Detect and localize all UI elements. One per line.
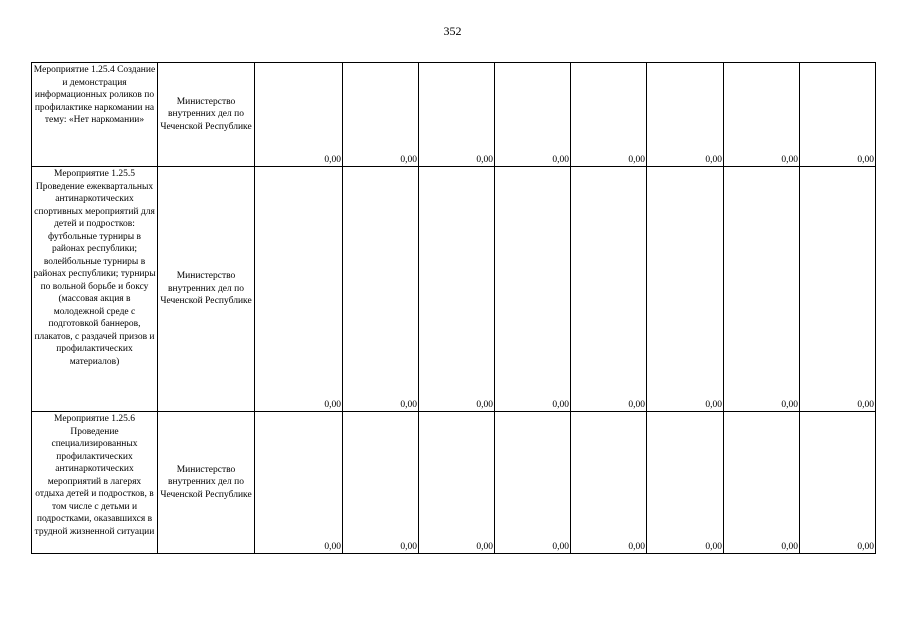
table-row: [32, 167, 876, 412]
amount-cell: 0,00: [343, 412, 419, 554]
amount-cell: 0,00: [495, 63, 571, 167]
activities-table: [31, 62, 876, 554]
amount-cell: 0,00: [571, 167, 647, 412]
activity-cell: Мероприятие 1.25.4 Создание и демонстрация информационных роликов по профилактике наркомании на тему: «Нет наркомании»: [32, 63, 158, 167]
amount-cell: 0,00: [255, 412, 343, 554]
amount-cell: 0,00: [419, 167, 495, 412]
amount-cell: 0,00: [724, 63, 800, 167]
amount-cell: 0,00: [800, 167, 876, 412]
amount-cell: 0,00: [343, 167, 419, 412]
activity-cell: Мероприятие 1.25.5 Проведение ежеквартальных антинаркотических спортивных мероприятий для детей и подростков: футбольные турниры в районах республики; волейбольные турниры в районах республики; турниры по вольной борьбе и боксу (массовая акция в молодежной среде с подготовкой баннеров, плакатов, с раздачей призов и профилактических материалов): [32, 167, 158, 412]
amount-cell: 0,00: [255, 167, 343, 412]
activity-cell: Мероприятие 1.25.6 Проведение специализированных профилактических антинаркотических мероприятий в лагерях отдыха детей и подростков, в том числе с детьми и подростками, оказавшихся в трудной жизненной ситуации: [32, 412, 158, 554]
amount-cell: 0,00: [571, 412, 647, 554]
amount-cell: 0,00: [419, 63, 495, 167]
amount-cell: 0,00: [800, 63, 876, 167]
amount-cell: 0,00: [343, 63, 419, 167]
amount-cell: 0,00: [571, 63, 647, 167]
amount-cell: 0,00: [724, 167, 800, 412]
amount-cell: 0,00: [724, 412, 800, 554]
amount-cell: 0,00: [647, 63, 724, 167]
amount-cell: 0,00: [419, 412, 495, 554]
amount-cell: 0,00: [800, 412, 876, 554]
page-number: 352: [443, 24, 462, 38]
table-row: [32, 63, 876, 167]
amount-cell: 0,00: [647, 412, 724, 554]
table-row: [32, 412, 876, 554]
amount-cell: 0,00: [255, 63, 343, 167]
executor-cell: Министерство внутренних дел по Чеченской Республике: [158, 63, 255, 167]
amount-cell: 0,00: [495, 167, 571, 412]
executor-cell: Министерство внутренних дел по Чеченской Республике: [158, 167, 255, 412]
executor-cell: Министерство внутренних дел по Чеченской Республике: [158, 412, 255, 554]
amount-cell: 0,00: [495, 412, 571, 554]
amount-cell: 0,00: [647, 167, 724, 412]
